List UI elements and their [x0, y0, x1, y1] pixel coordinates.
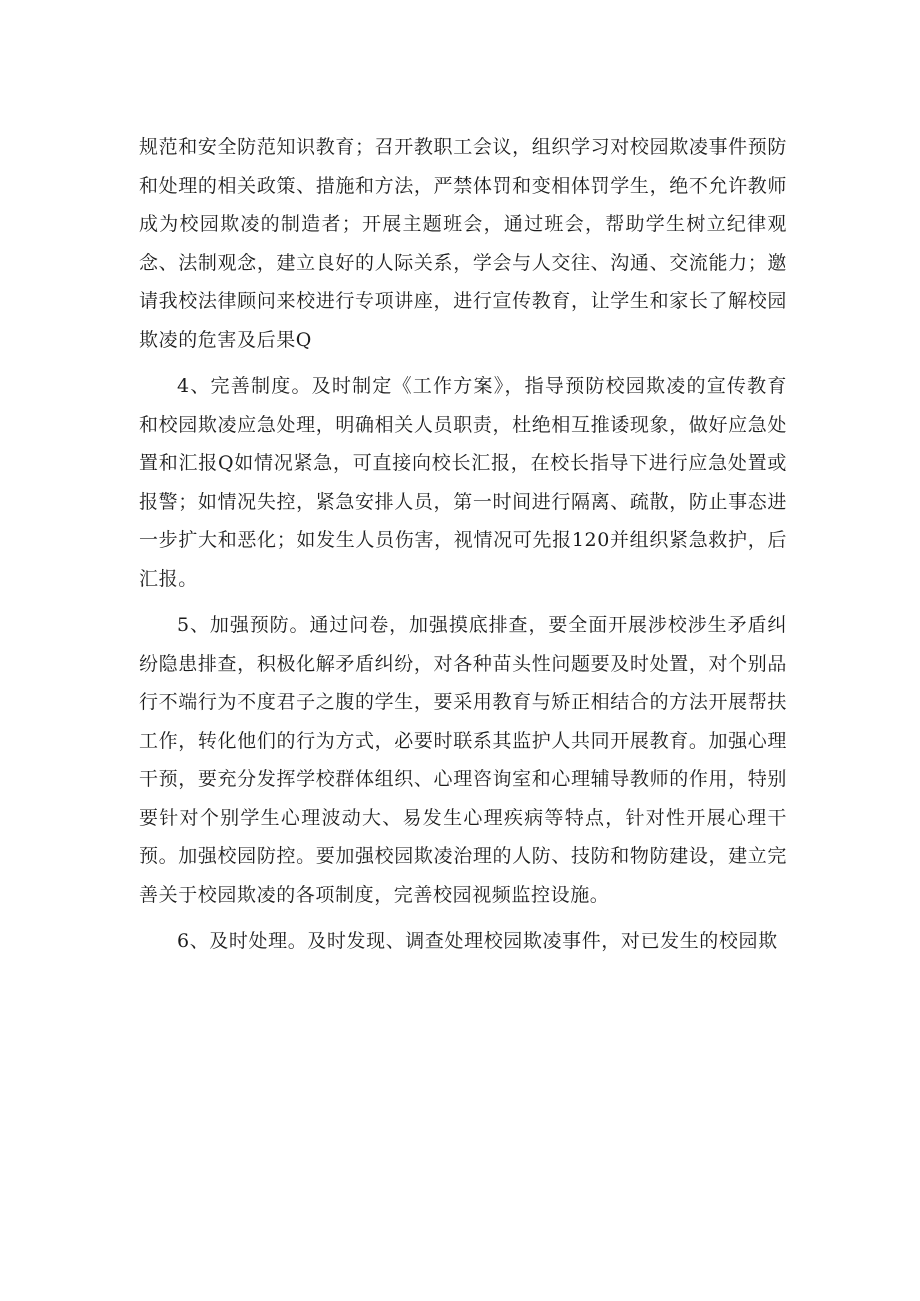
paragraph-item-4: 4、完善制度。及时制定《工作方案》，指导预防校园欺凌的宣传教育和校园欺凌应急处理，明确相关人员职责，杜绝相互推诿现象，做好应急处置和汇报Q如情况紧急，可直接向校长汇报，在校长指导下进行应急处置或报警；如情况失控，紧急安排人员，第一时间进行隔离、疏散，防止事态进一步扩大和恶化；如发生人员伤害，视情况可先报120并组织紧急救护，后汇报。 [139, 375, 787, 590]
paragraph-item-6: 6、及时处理。及时发现、调查处理校园欺凌事件，对已发生的校园欺 [177, 930, 778, 952]
document-body [139, 128, 787, 969]
paragraph-item-5: 5、加强预防。通过问卷，加强摸底排查，要全面开展涉校涉生矛盾纠纷隐患排查，积极化解矛盾纠纷，对各种苗头性问题要及时处置，对个别品行不端行为不度君子之腹的学生，要采用教育与矫正相结合的方法开展帮扶工作，转化他们的行为方式，必要时联系其监护人共同开展教育。加强心理干预，要充分发挥学校群体组织、心理咨询室和心理辅导教师的作用，特别要针对个别学生心理波动大、易发生心理疾病等特点，针对性开展心理干预。加强校园防控。要加强校园欺凌治理的人防、技防和物防建设，建立完善关于校园欺凌的各项制度，完善校园视频监控设施。 [139, 614, 787, 906]
paragraph-continuation: 规范和安全防范知识教育；召开教职工会议，组织学习对校园欺凌事件预防和处理的相关政策、措施和方法，严禁体罚和变相体罚学生，绝不允许教师成为校园欺凌的制造者；开展主题班会，通过班会，帮助学生树立纪律观念、法制观念，建立良好的人际关系，学会与人交往、沟通、交流能力；邀请我校法律顾问来校进行专项讲座，进行宣传教育，让学生和家长了解校园欺凌的危害及后果Q [139, 136, 787, 351]
